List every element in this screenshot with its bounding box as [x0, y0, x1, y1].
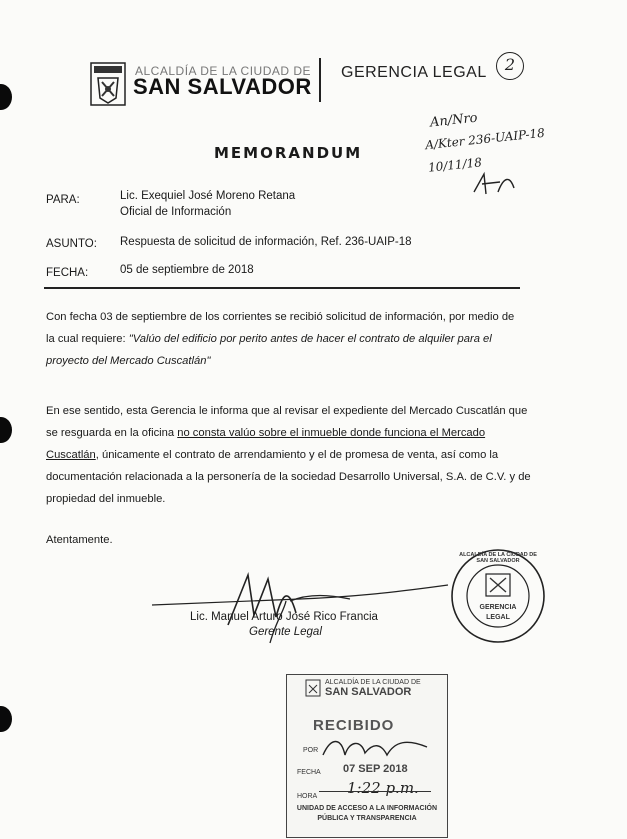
- p2-pre: se resguarda en la oficina: [46, 427, 178, 439]
- p2-underlined-b: Cuscatlán: [46, 449, 96, 461]
- signer-role: Gerente Legal: [249, 626, 322, 638]
- seal-inner-b: LEGAL: [486, 614, 510, 621]
- p1-quote-a: "Valúo del edificio por perito antes de hacer el contrato de alquiler para el: [128, 333, 492, 345]
- stamp-header-big: SAN SALVADOR: [325, 686, 412, 698]
- header-city-name: SAN SALVADOR: [133, 74, 312, 99]
- seal-ring-text: ALCALDÍA DE LA CIUDAD DE SAN SALVADOR: [459, 552, 537, 564]
- page-mark-number: 2: [504, 55, 516, 74]
- stamp-hora-value: 1:22 p.m.: [347, 779, 419, 797]
- received-stamp: [286, 674, 448, 838]
- body-paragraph-2: [46, 400, 532, 510]
- fecha-value: 05 de septiembre de 2018: [120, 264, 254, 276]
- para-role: Oficial de Información: [120, 206, 232, 218]
- asunto-value: Respuesta de solicitud de información, Ref. 236-UAIP-18: [120, 236, 412, 248]
- stamp-footer-b: PÚBLICA Y TRANSPARENCIA: [317, 815, 417, 822]
- stamp-fecha-label: FECHA: [297, 769, 321, 776]
- p1-lead: la cual requiere:: [46, 333, 129, 345]
- punch-hole-middle: [0, 417, 12, 443]
- page-mark-circle: [496, 52, 524, 80]
- fecha-label: FECHA:: [46, 267, 89, 279]
- signer-name: Lic. Manuel Arturo José Rico Francia: [190, 611, 378, 623]
- para-name: Lic. Exequiel José Moreno Retana: [120, 190, 296, 202]
- p1-line-1: Con fecha 03 de septiembre de los corrientes se recibió solicitud de información, por medio de: [46, 311, 515, 323]
- stamp-por-label: POR: [303, 747, 319, 754]
- header-divider: [319, 58, 321, 102]
- gerencia-legal-seal: [450, 548, 546, 648]
- document-title: MEMORANDUM: [214, 144, 363, 162]
- stamp-fecha-value: 07 SEP 2018: [343, 763, 408, 775]
- stamp-por-signature: [321, 733, 431, 767]
- header-rule: [44, 287, 520, 289]
- stamp-header-small: ALCALDÍA DE LA CIUDAD DE: [325, 679, 421, 686]
- city-crest-logo: [90, 62, 126, 110]
- stamp-crest: [305, 679, 321, 701]
- p1-line-3: proyecto del Mercado Cuscatlán": [46, 355, 211, 367]
- annotation-line-1: An/Nro: [429, 110, 479, 131]
- p2-line-3: [46, 444, 532, 466]
- p2-line-1: En ese sentido, esta Gerencia le informa que al revisar el expediente del Mercado Cuscatlán que: [46, 405, 528, 417]
- header-department: GERENCIA LEGAL: [341, 64, 487, 81]
- annotation-initials: [470, 170, 520, 204]
- body-paragraph-1: [46, 306, 526, 372]
- stamp-hora-line: [319, 791, 431, 792]
- p2-line-5: propiedad del inmueble.: [46, 493, 166, 505]
- stamp-hora-label: HORA: [297, 793, 318, 800]
- stamp-footer-a: UNIDAD DE ACCESO A LA INFORMACIÓN: [296, 805, 438, 812]
- annotation-line-3: 10/11/18: [427, 155, 483, 175]
- p1-line-2: [46, 328, 526, 350]
- p2-post: , únicamente el contrato de arrendamiento y el de promesa de venta, así como la: [95, 449, 499, 461]
- seal-inner-a: GERENCIA: [479, 604, 517, 611]
- p2-line-4: documentación relacionada a la personería de la sociedad Desarrollo Universal, S.A. de C.V. y de: [46, 471, 531, 483]
- closing: Atentamente.: [46, 534, 113, 546]
- annotation-line-2: A/Kter 236-UAIP-18: [424, 125, 546, 153]
- p2-underlined-a: no consta valúo sobre el inmueble donde funciona el Mercado: [177, 427, 486, 439]
- p2-line-2: [46, 422, 532, 444]
- para-label: PARA:: [46, 194, 80, 206]
- punch-hole-top: [0, 84, 12, 110]
- asunto-label: ASUNTO:: [46, 238, 97, 250]
- punch-hole-bottom: [0, 706, 12, 732]
- header-city-line: ALCALDÍA DE LA CIUDAD DE: [135, 64, 312, 78]
- stamp-recibido: RECIBIDO: [313, 717, 395, 734]
